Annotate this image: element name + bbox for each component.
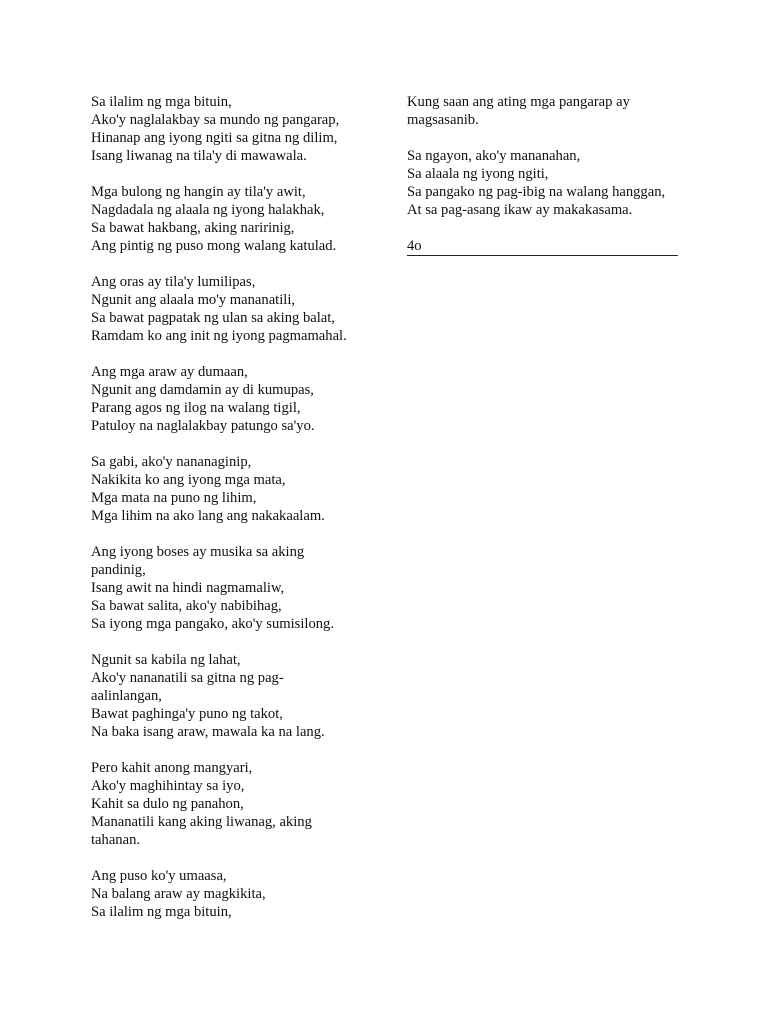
poem-line: Na balang araw ay magkikita, [91, 886, 266, 902]
poem-line: Sa bawat pagpatak ng ulan sa aking balat, [91, 310, 335, 326]
poem-line: Ako'y maghihintay sa iyo, [91, 778, 245, 794]
stanza [91, 543, 361, 633]
stanza [407, 93, 679, 129]
poem-left-column [91, 93, 361, 939]
poem-line: Na baka isang araw, mawala ka na lang. [91, 724, 325, 740]
poem-line: Sa ilalim ng mga bituin, [91, 94, 232, 110]
poem-line: Ang puso ko'y umaasa, [91, 868, 227, 884]
poem-line: Ngunit ang damdamin ay di kumupas, [91, 382, 314, 398]
stanza [91, 453, 361, 525]
stanza [91, 651, 361, 741]
poem-line: Sa pangako ng pag-ibig na walang hanggan, [407, 184, 666, 200]
stanza [91, 759, 361, 849]
stanza [407, 147, 679, 219]
poem-line: Mga bulong ng hangin ay tila'y awit, [91, 184, 306, 200]
stanza [91, 363, 361, 435]
poem-line: Kahit sa dulo ng panahon, [91, 796, 244, 812]
poem-line: Ramdam ko ang init ng iyong pagmamahal. [91, 328, 347, 344]
poem-line: Ngunit sa kabila ng lahat, [91, 652, 241, 668]
signature-line: 4o [407, 237, 678, 256]
stanza [91, 867, 361, 921]
poem-right-column [407, 93, 679, 256]
poem-line: Sa gabi, ako'y nananaginip, [91, 454, 252, 470]
poem-line: Sa iyong mga pangako, ako'y sumisilong. [91, 616, 334, 632]
poem-line: Nakikita ko ang iyong mga mata, [91, 472, 286, 488]
stanza [91, 93, 361, 165]
poem-line: magsasanib. [407, 112, 479, 128]
poem-line: Ako'y naglalakbay sa mundo ng pangarap, [91, 112, 340, 128]
poem-line: Ako'y nananatili sa gitna ng pag- [91, 670, 284, 686]
poem-line: Sa ilalim ng mga bituin, [91, 904, 232, 920]
stanza [91, 183, 361, 255]
poem-line: Hinanap ang iyong ngiti sa gitna ng dilim, [91, 130, 338, 146]
poem-line: Mga mata na puno ng lihim, [91, 490, 257, 506]
poem-line: aalinlangan, [91, 688, 162, 704]
poem-line: pandinig, [91, 562, 146, 578]
poem-line: Sa alaala ng iyong ngiti, [407, 166, 549, 182]
poem-line: Mga lihim na ako lang ang nakakaalam. [91, 508, 325, 524]
poem-line: Sa bawat salita, ako'y nabibihag, [91, 598, 282, 614]
poem-line: Ngunit ang alaala mo'y mananatili, [91, 292, 296, 308]
poem-line: Bawat paghinga'y puno ng takot, [91, 706, 283, 722]
poem-line: At sa pag-asang ikaw ay makakasama. [407, 202, 633, 218]
poem-line: Patuloy na naglalakbay patungo sa'yo. [91, 418, 315, 434]
poem-line: Pero kahit anong mangyari, [91, 760, 253, 776]
poem-line: Parang agos ng ilog na walang tigil, [91, 400, 301, 416]
poem-line: Isang liwanag na tila'y di mawawala. [91, 148, 307, 164]
poem-line: tahanan. [91, 832, 141, 848]
poem-line: Kung saan ang ating mga pangarap ay [407, 94, 630, 110]
stanza [91, 273, 361, 345]
poem-line: Ang mga araw ay dumaan, [91, 364, 248, 380]
poem-line: Mananatili kang aking liwanag, aking [91, 814, 312, 830]
poem-line: Ang iyong boses ay musika sa aking [91, 544, 305, 560]
poem-line: Sa bawat hakbang, aking naririnig, [91, 220, 295, 236]
poem-line: Sa ngayon, ako'y mananahan, [407, 148, 581, 164]
poem-line: Ang oras ay tila'y lumilipas, [91, 274, 256, 290]
poem-line: Nagdadala ng alaala ng iyong halakhak, [91, 202, 325, 218]
poem-line: Isang awit na hindi nagmamaliw, [91, 580, 285, 596]
poem-line: Ang pintig ng puso mong walang katulad. [91, 238, 337, 254]
